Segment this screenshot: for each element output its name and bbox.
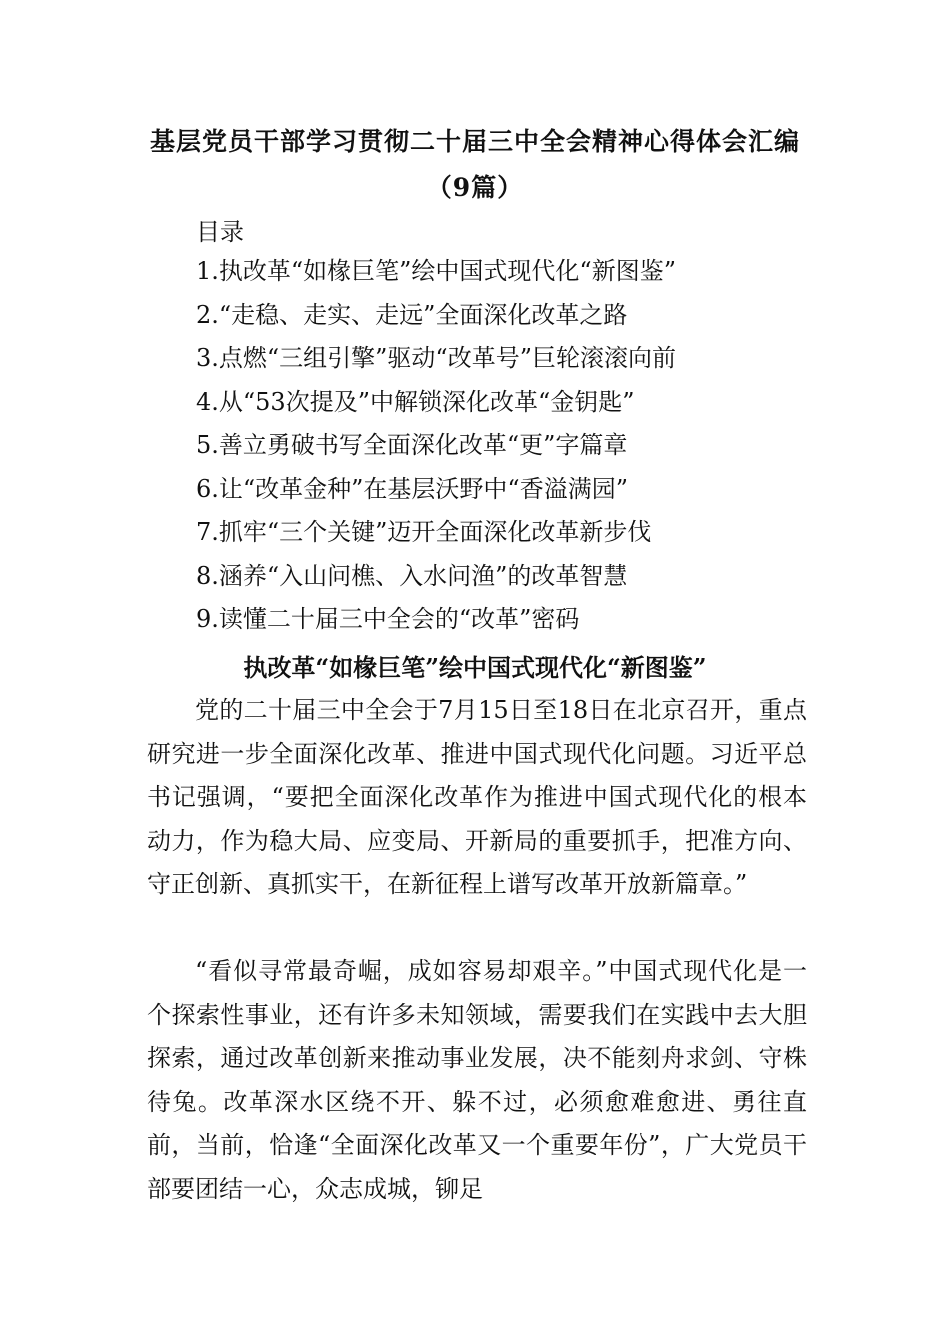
document-title-count: （9篇） bbox=[426, 173, 524, 202]
toc-item: 9.读懂二十届三中全会的“改革”密码 bbox=[196, 605, 580, 633]
section-title: 执改革“如椽巨笔”绘中国式现代化“新图鉴” bbox=[243, 653, 707, 682]
toc-item: 8.涵养“入山问樵、入水问渔”的改革智慧 bbox=[196, 561, 628, 590]
toc-item: 1.执改革“如椽巨笔”绘中国式现代化“新图鉴” bbox=[196, 257, 676, 285]
body-paragraph: 党的二十届三中全会于7月15日至18日在北京召开，重点研究进一步全面深化改革、推进中国式现代化问题。习近平总书记强调，“要把全面深化改革作为推进中国式现代化的根本动力，作为稳大局、应变局、开新局的重要抓手，把准方向、守正创新、真抓实干，在新征程上谱写改革开放新篇章。” bbox=[147, 696, 807, 898]
toc-item: 2.“走稳、走实、走远”全面深化改革之路 bbox=[196, 300, 628, 329]
toc-item: 7.抓牢“三个关键”迈开全面深化改革新步伐 bbox=[196, 518, 652, 546]
toc-item: 6.让“改革金种”在基层沃野中“香溢满园” bbox=[196, 474, 628, 503]
toc-item: 5.善立勇破书写全面深化改革“更”字篇章 bbox=[196, 431, 628, 459]
body-paragraph: “看似寻常最奇崛，成如容易却艰辛。”中国式现代化是一个探索性事业，还有许多未知领域，需要我们在实践中去大胆探索，通过改革创新来推动事业发展，决不能刻舟求剑、守株待兔。改革深水区绕不开、躲不过，必须愈难愈进、勇往直前，当前，恰逢“全面深化改革又一个重要年份”，广大党员干部要团结一心，众志成城，铆足 bbox=[147, 957, 807, 1203]
toc-item: 3.点燃“三组引擎”驱动“改革号”巨轮滚滚向前 bbox=[196, 344, 676, 372]
toc-heading: 目录 bbox=[196, 218, 244, 246]
document-title: 基层党员干部学习贯彻二十届三中全会精神心得体会汇编 bbox=[149, 127, 800, 156]
toc-item: 4.从“53次提及”中解锁深化改革“金钥匙” bbox=[196, 387, 635, 416]
table-of-contents bbox=[196, 256, 676, 648]
